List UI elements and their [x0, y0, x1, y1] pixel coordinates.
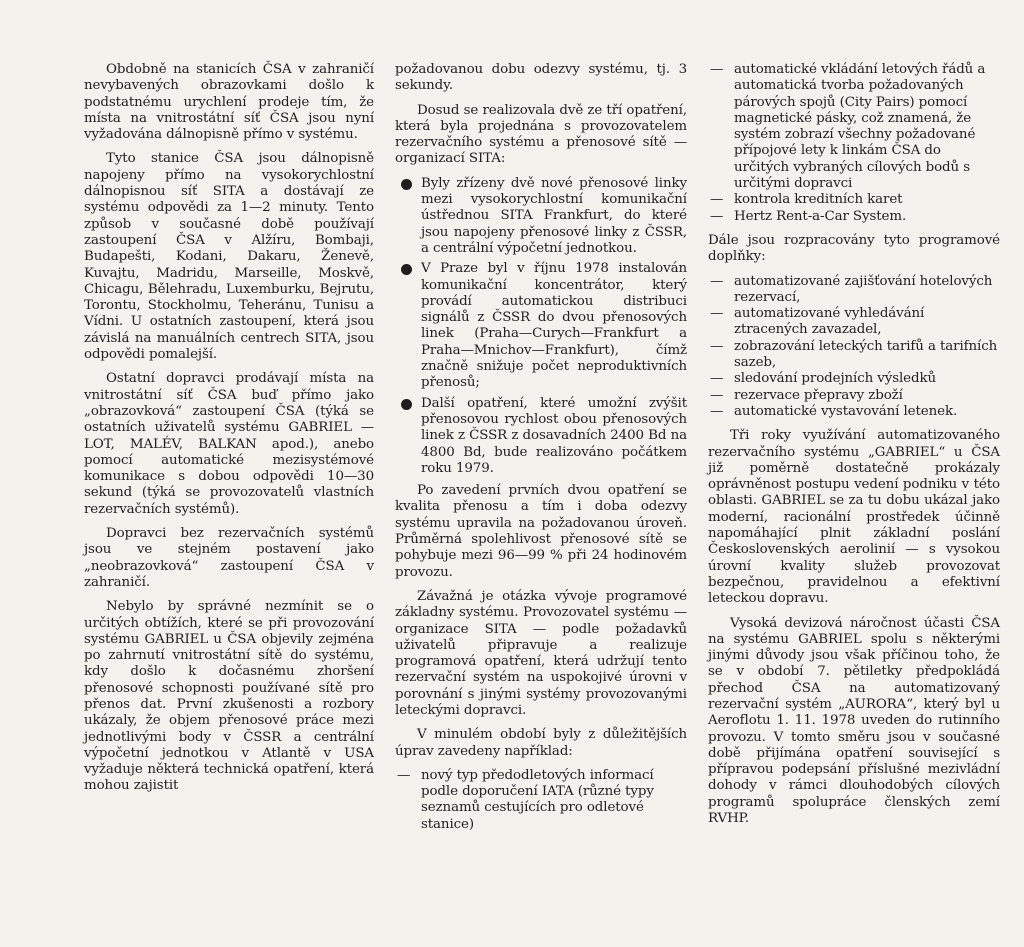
dash-marker: — — [710, 306, 724, 322]
paragraph: Tři roky využívání automatizovaného rezervačního systému „GABRIEL“ u ČSA již poměrně dostatečně prokázaly oprávněnost postupu vedení podniku v této oblasti. GABRIEL se za tu dobu ukázal jako moderní, racionální prostředek účinně napomáhající plnit základní poslání Československých aerolinií — s vysokou úrovní kvality služeb provozovat bezpečnou, pravidelnou a efektivní leteckou dopravu. — [708, 428, 1000, 607]
paragraph: požadovanou dobu odezvy systému, tj. 3 sekundy. — [395, 62, 687, 94]
paragraph: Závažná je otázka vývoje programové základny systému. Provozovatel systému — organizace SITA — podle požadavků uživatelů připravuje a realizuje programová opatření, která udržují tento rezervační systém na uspokojivé úrovni v porovnání s jinými systémy provozovanými leteckými dopravci. — [395, 588, 687, 718]
text-column-1 — [84, 62, 374, 803]
bullet-dot-icon — [401, 179, 412, 190]
dash-list — [708, 62, 1000, 225]
dash-list-item — [708, 209, 1000, 225]
bullet-dot-icon — [401, 264, 412, 275]
dash-item-text: nový typ předodletových informací podle doporučení IATA (různé typy seznamů cestujících pro odletové stanice) — [421, 767, 654, 832]
dash-marker: — — [710, 371, 724, 387]
dash-marker: — — [710, 208, 724, 224]
paragraph: Dále jsou rozpracovány tyto programové doplňky: — [708, 232, 1000, 265]
dash-marker: — — [397, 767, 411, 783]
dash-marker: — — [710, 403, 724, 419]
dash-marker: — — [710, 387, 724, 403]
dash-item-text: automatizované vyhledávání ztracených zavazadel, — [734, 306, 925, 338]
paragraph: Po zavedení prvních dvou opatření se kvalita přenosu a tím i doba odezvy systému upravila na požadovanou úroveň. Průměrná spolehlivost přenosové sítě se pohybuje mezi 96—99 % při 24 hodinovém provozu. — [395, 483, 687, 580]
paragraph: Obdobně na stanicích ČSA v zahraničí nevybavených obrazovkami došlo k podstatnému urychlení prodeje tím, že místa na vnitrostátní síť ČSA jsou nyní vyžadována dálnopisně přímo v systému. — [84, 62, 374, 143]
dash-item-text: zobrazování leteckých tarifů a tarifních sazeb, — [734, 338, 998, 371]
dash-list — [395, 768, 687, 833]
text-column-2 — [395, 62, 687, 841]
dash-marker: — — [710, 62, 724, 77]
bullet-item-text: Další opatření, které umožní zvýšit přenosovou rychlost obou přenosových linek z ČSSR z dosavadních 2400 Bd na 4800 Bd, bude realizováno počátkem roku 1979. — [421, 395, 687, 476]
dash-item-text: automatické vkládání letových řádů a automatická tvorba požadovaných párových spojů (City Pairs) pomocí magnetické pásky, což znamená, že systém zobrazí všechny požadované přípojové lety k linkám ČSA do určitých vybraných cílových bodů s určitými dopravci — [734, 62, 986, 192]
dash-list-item — [708, 388, 1000, 404]
bullet-item-text: Byly zřízeny dvě nové přenosové linky mezi vysokorychlostní komunikační ústřednou SITA Frankfurt, do které jsou napojeny přenosové linky z ČSSR, a centrální výpočetní jednotkou. — [421, 175, 687, 256]
dash-list-item — [708, 192, 1000, 208]
dash-marker: — — [710, 192, 724, 208]
dash-marker: — — [710, 273, 724, 289]
bullet-list — [395, 176, 687, 477]
dash-list-item — [708, 274, 1000, 307]
dash-marker: — — [710, 338, 724, 354]
paragraph: V minulém období byly z důležitějších úprav zavedeny například: — [395, 727, 687, 759]
dash-list — [708, 274, 1000, 421]
bullet-item — [395, 261, 687, 391]
dash-item-text: Hertz Rent-a-Car System. — [734, 208, 907, 224]
dash-item-text: kontrola kreditních karet — [734, 192, 903, 208]
text-column-3 — [708, 62, 1000, 835]
dash-item-text: rezervace přepravy zboží — [734, 387, 903, 403]
paragraph: Nebylo by správné nezmínit se o určitých obtížích, které se při provozování systému GABRIEL u ČSA objevily zejména po zahrnutí vnitrostátní sítě do systému, kdy došlo k dočasnému zhoršení přenosové schopnosti používané sítě pro přenos dat. První zkušenosti a rozbory ukázaly, že objem přenosové práce mezi jednotlivými body v ČSSR a centrální výpočetní jednotkou v Atlantě v USA vyžaduje některá technická opatření, která mohou zajistit — [84, 599, 374, 794]
dash-list-item — [708, 62, 1000, 192]
dash-list-item — [708, 371, 1000, 387]
paragraph: Dosud se realizovala dvě ze tří opatření, která byla projednána s provozovatelem rezervačního systému a přenosové sítě — organizací SITA: — [395, 102, 687, 167]
paragraph: Vysoká devizová náročnost účasti ČSA na systému GABRIEL spolu s některými jinými důvody jsou však příčinou toho, že se v období 7. pětiletky předpokládá přechod ČSA na automatizovaný rezervační systém „AURORA“, který byl u Aeroflotu 1. 11. 1978 uveden do rutinního provozu. V tomto směru jsou v současné době přijímána opatření související s přípravou podepsání příslušné mezivládní dohody v rámci dlouhodobých cílových programů spolupráce členských zemí RVHP. — [708, 615, 1000, 827]
dash-list-item — [395, 768, 687, 833]
dash-list-item — [708, 306, 1000, 339]
paragraph: Tyto stanice ČSA jsou dálnopisně napojeny přímo na vysokorychlostní dálnopisnou síť SITA a dostávají ze systému odpovědi za 1—2 minuty. Tento způsob v současné době používají zastoupení ČSA v Alžíru, Bombaji, Budapešti, Kodani, Dakaru, Ženevě, Kuvajtu, Madridu, Marseille, Moskvě, Chicagu, Bělehradu, Luxemburku, Bejrutu, Torontu, Stockholmu, Teheránu, Tunisu a Vídni. U ostatních zastoupení, která jsou závislá na manuálních centrech SITA, jsou odpovědi pomalejší. — [84, 151, 374, 363]
dash-list-item — [708, 404, 1000, 420]
dash-item-text: automatické vystavování letenek. — [734, 403, 958, 419]
bullet-item — [395, 396, 687, 477]
dash-list-item — [708, 339, 1000, 372]
dash-item-text: sledování prodejních výsledků — [734, 371, 937, 387]
bullet-dot-icon — [401, 399, 412, 410]
paragraph: Ostatní dopravci prodávají místa na vnitrostátní síť ČSA buď přímo jako „obrazovková“ zastoupení ČSA (týká se ostatních uživatelů systému GABRIEL — LOT, MALÉV, BALKAN apod.), anebo pomocí automatické mezisystémové komunikace s dobou odpovědi 10—30 sekund (týká se provozovatelů vlastních rezervačních systémů). — [84, 371, 374, 517]
paragraph: Dopravci bez rezervačních systémů jsou ve stejném postavení jako „neobrazovková“ zastoupení ČSA v zahraničí. — [84, 526, 374, 590]
dash-item-text: automatizované zajišťování hotelových rezervací, — [734, 273, 993, 305]
bullet-item — [395, 176, 687, 257]
bullet-item-text: V Praze byl v říjnu 1978 instalován komunikační koncentrátor, který provádí automatickou distribuci signálů z ČSSR do dvou přenosových linek (Praha—Curych—Frankfurt a Praha—Mnichov—Frankfurt), čímž značně snižuje počet neproduktivních přenosů; — [421, 261, 687, 391]
